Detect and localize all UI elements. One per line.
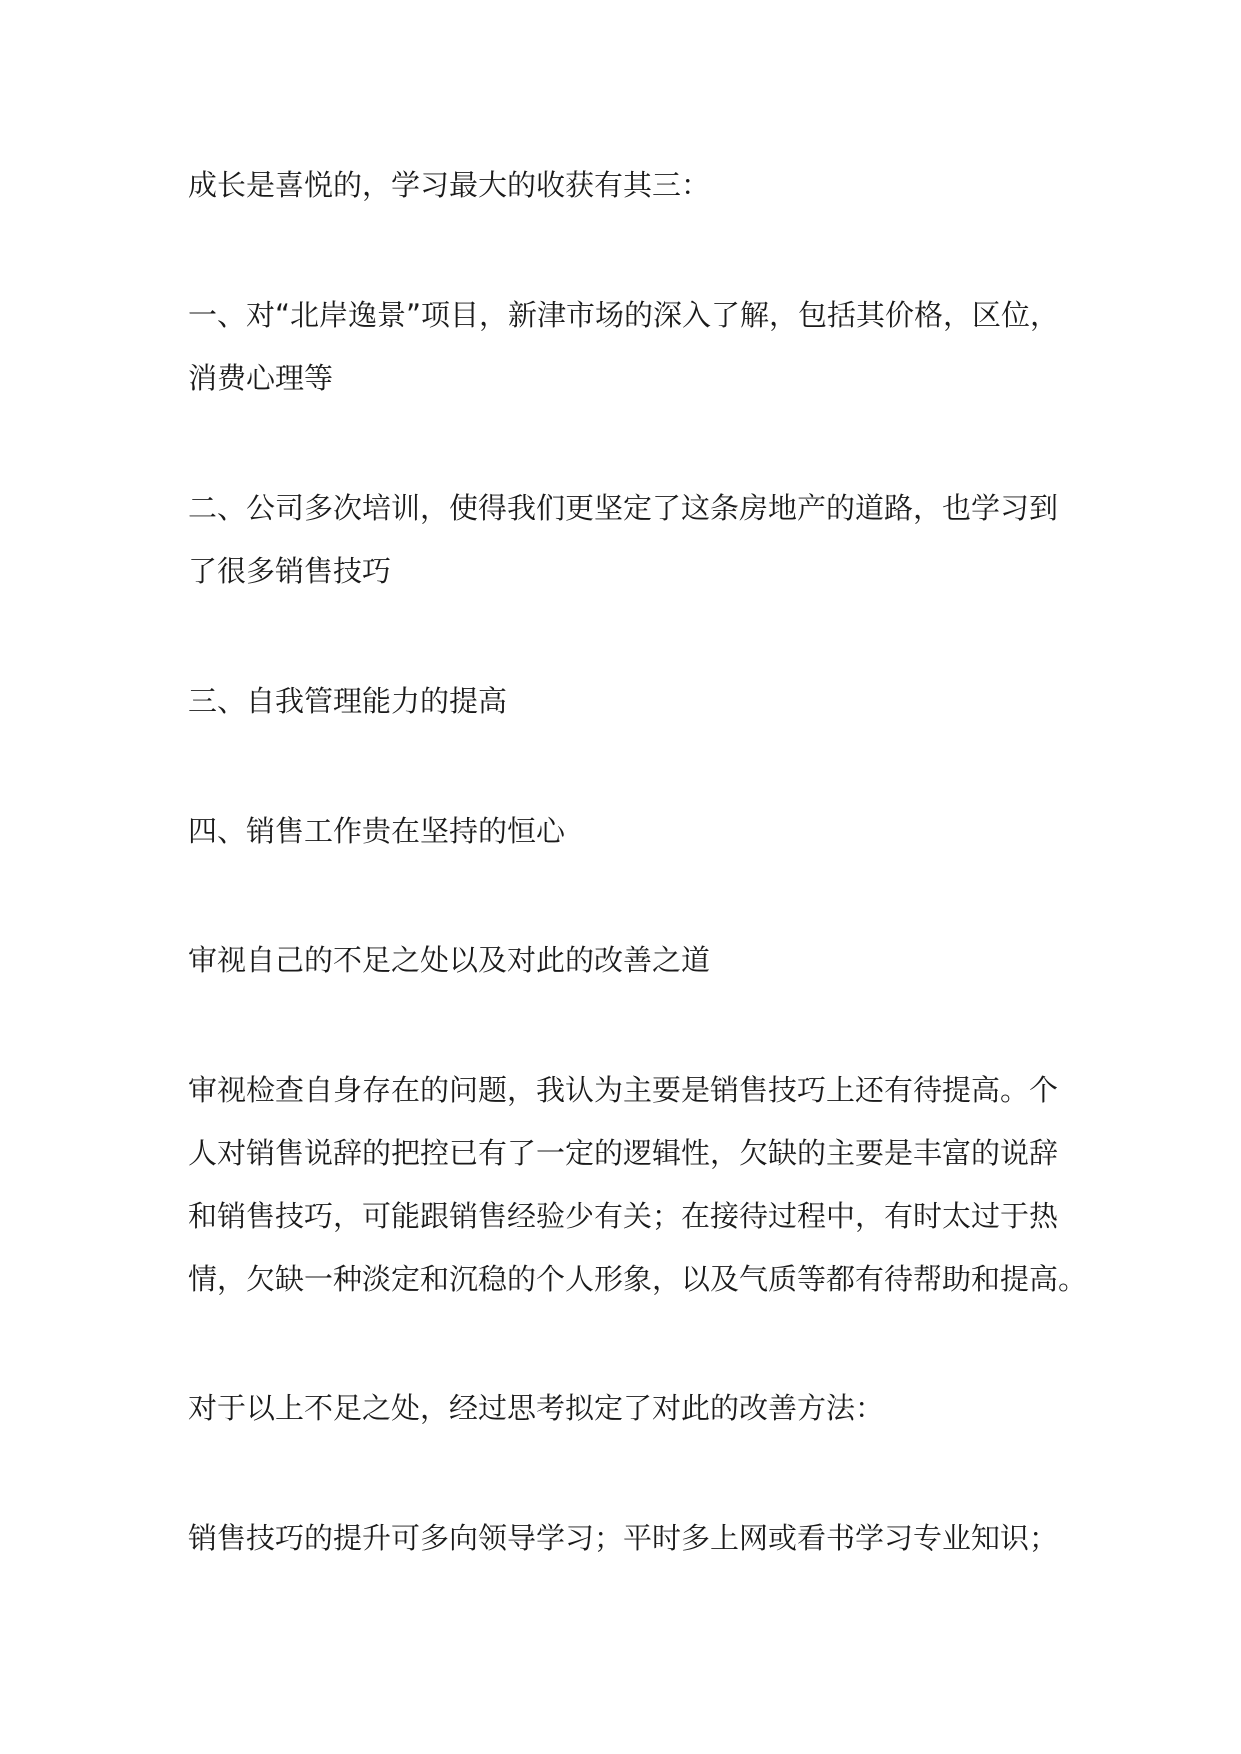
list-item-1-line-1: 一、对“北岸逸景”项目，新津市场的深入了解，包括其价格，区位，: [188, 298, 1060, 332]
paragraph-intro: 成长是喜悦的，学习最大的收获有其三：: [188, 168, 711, 202]
paragraph-line-3: 和销售技巧，可能跟销售经验少有关；在接待过程中，有时太过于热: [188, 1199, 1059, 1233]
list-item-1-line-2: 消费心理等: [188, 361, 334, 395]
paragraph-improvement-intro: 对于以上不足之处，经过思考拟定了对此的改善方法：: [188, 1391, 885, 1425]
list-item-2-line-2: 了很多销售技巧: [188, 554, 392, 588]
paragraph-line-1: 审视检查自身存在的问题，我认为主要是销售技巧上还有待提高。个: [188, 1073, 1059, 1107]
section-heading: 审视自己的不足之处以及对此的改善之道: [188, 943, 711, 977]
paragraph-line-4: 情，欠缺一种淡定和沉稳的个人形象，以及气质等都有待帮助和提高。: [188, 1262, 1088, 1296]
paragraph-improvement-methods: 销售技巧的提升可多向领导学习；平时多上网或看书学习专业知识；: [188, 1521, 1059, 1555]
list-item-2-line-1: 二、公司多次培训，使得我们更坚定了这条房地产的道路，也学习到: [188, 491, 1059, 525]
list-item-4: 四、销售工作贵在坚持的恒心: [188, 814, 566, 848]
paragraph-line-2: 人对销售说辞的把控已有了一定的逻辑性，欠缺的主要是丰富的说辞: [188, 1136, 1059, 1170]
list-item-3: 三、自我管理能力的提高: [188, 684, 508, 718]
